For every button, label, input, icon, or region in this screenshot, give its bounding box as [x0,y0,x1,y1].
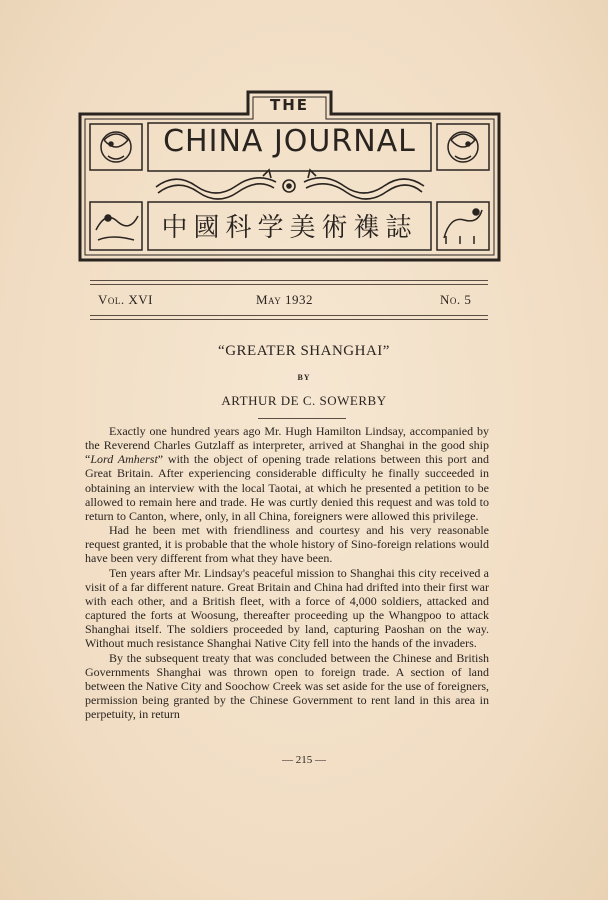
issue-date: May 1932 [256,292,313,307]
article-by: BY [297,373,311,382]
article-body [85,424,489,721]
paragraph: Had he been met with friendliness and courtesy and his very reasonable request granted, it is probable that the whole history of Sino-foreign relations would have been very different from what they have been. [85,523,489,566]
header-rule-bottom-thin [90,319,488,320]
paragraph: Ten years after Mr. Lindsay's peaceful mission to Shanghai this city received a visit of a far different nature. Great Britain and China had drifted into their first war with each other, and a British fleet, with a force of 4,000 soldiers, attacked and captured the forts at Woosung, thereafter proceeding up the Whangpoo to attack Shanghai itself. The soldiers proceeded by land, capturing Paoshan on the way. Without much resistance Shanghai Native City fell into the hands of the invaders. [85,565,489,651]
article-author: ARTHUR DE C. SOWERBY [221,393,387,408]
dragon-band [156,170,424,199]
header-rule-top-thin [90,284,488,285]
masthead [78,90,501,262]
dragon-emblem-bottom-left [90,202,142,250]
header-rule-bottom [90,315,488,316]
masthead-the: THE [269,96,310,114]
ship-name: Lord Amherst [90,452,158,467]
paragraph: By the subsequent treaty that was concluded between the Chinese and British Governments Shanghai was thrown open to foreign trade. A section of land between the Native City and Soochow Creek was set aside for the use of foreigners, permission being granted by the Chinese Government to rent land in this area in perpetuity, in return [85,650,489,722]
paragraph: Exactly one hundred years ago Mr. Hugh Hamilton Lindsay, accompanied by the Reverend Charles Gutzlaff as interpreter, arrived at Shanghai in the good ship “Lord Amherst” with the object of opening trade relations between this port and Great Britain. After experiencing considerable difficulty he finally succeeded in obtaining an interview with the local Taotai, at which he presented a petition to be allowed to remain here and trade. He was curtly denied this request and was told to return to Canton, where, only, in all China, foreigners were allowed this privilege. [85,424,489,523]
dragon-emblem-top-left [90,124,142,170]
journal-chinese-title: 中國科学美術襍誌 [161,213,418,243]
article-title: “GREATER SHANGHAI” [218,343,390,359]
issue-volume: Vol. XVI [98,292,153,307]
qilin-emblem-bottom-right [437,202,489,250]
author-divider [258,418,346,419]
page-number: — 215 — [282,754,326,766]
issue-number: No. 5 [440,292,472,307]
journal-title: CHINA JOURNAL [163,124,416,159]
dragon-emblem-top-right [437,124,489,170]
header-rule-top [90,280,488,281]
